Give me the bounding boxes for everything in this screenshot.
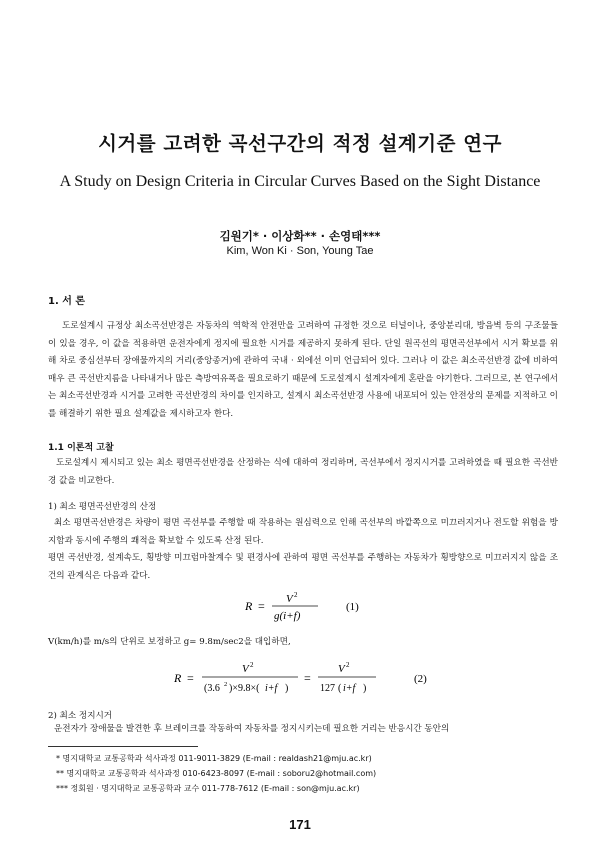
min-radius-paragraph: 최소 평면곡선반경은 차량이 평면 곡선부를 주행할 때 작용하는 원심력으로 인해 곡선부의 바깥쪽으로 미끄러지거나 전도할 위험을 방지함과 동시에 주행의 쾌적을 확보할 수 있도록 산정 된다. bbox=[48, 518, 558, 546]
svg-text:i+f: i+f bbox=[265, 683, 278, 694]
stopping-distance-paragraph: 운전자가 장애물을 발견한 후 브레이크를 작동하여 자동차를 정지시키는데 필요한 거리는 반응시간 동안의 bbox=[54, 724, 450, 734]
svg-text:=: = bbox=[187, 671, 194, 685]
theory-paragraph: 도로설계시 제시되고 있는 최소 평면곡선반경을 산정하는 식에 대하여 정리하며, 곡선부에서 정지시거를 고려하였을 때 필요한 곡선반경 값을 비교한다. bbox=[48, 458, 558, 486]
equation-2-number: (2) bbox=[414, 673, 427, 685]
section-heading-theory: 1.1 이론적 고찰 bbox=[48, 443, 114, 453]
subsection-heading-min-radius: 1) 최소 평면곡선반경의 산정 bbox=[48, 502, 157, 512]
svg-text:=: = bbox=[304, 671, 311, 685]
relation-paragraph: 평면 곡선반경, 설계속도, 횡방향 미끄럼마찰계수 및 편경사에 관하여 평면 곡선부를 주행하는 자동차가 횡방향으로 미끄러지지 않을 조건의 관계식은 다음과 같다. bbox=[48, 553, 558, 581]
equation-1-number: (1) bbox=[346, 601, 359, 613]
svg-text:)×9.8×(: )×9.8×( bbox=[229, 683, 260, 694]
equation-2 bbox=[170, 656, 460, 700]
svg-text:127: 127 bbox=[320, 683, 335, 694]
introduction-paragraph: 도로설계시 규정상 최소곡선반경은 자동차의 역학적 안전만을 고려하여 규정한 것으로 터널이나, 중앙분리대, 방음벽 등의 구조물들이 있을 경우, 이 값을 적용하면 운전자에게 정지에 필요한 시거를 제공하지 못하게 된다. 단일 원곡선의 평면곡선부에서 시거 확보를 위해 차로 중심선부터 장애물까지의 거리(중앙종거)에 관하여 국내 · 외에선 이미 언급되어 있다. 그러나 이 값은 최소곡선반경 값에 비하여 매우 큰 곡선반지름을 나타내거나 많은 측방여유폭을 필요로하기 때문에 도로설계시 설계자에게 혼란을 야기한다. 그러므로, 본 연구에서는 최소곡선반경과 시거를 고려한 곡선반경의 차이를 인지하고, 설계시 최소곡선반경 사용에 내포되어 있는 안전상의 문제를 지적하고 이를 해결하기 위한 필요 설계값을 제시하고자 한다. bbox=[48, 321, 558, 419]
svg-text:2: 2 bbox=[224, 681, 228, 688]
section-heading-introduction: 1. 서 론 bbox=[48, 296, 86, 307]
svg-text:2: 2 bbox=[294, 591, 298, 599]
svg-text:R: R bbox=[245, 599, 253, 613]
page-number: 171 bbox=[289, 817, 311, 832]
unit-conversion-paragraph: V(km/h)를 m/s의 단위로 보정하고 g= 9.8m/sec2을 대입하면, bbox=[48, 637, 291, 647]
svg-text:(: ( bbox=[338, 683, 342, 694]
footnote-2: ** 명지대학교 교통공학과 석사과정 010-6423-8097 (E-mail : soboru2@hotmail.com) bbox=[56, 769, 377, 778]
authors-korean: 김원기* · 이상화** · 손영태*** bbox=[219, 229, 381, 243]
svg-text:): ) bbox=[363, 683, 367, 694]
svg-text:=: = bbox=[258, 599, 265, 613]
svg-text:(3.6: (3.6 bbox=[204, 683, 220, 694]
svg-text:V: V bbox=[338, 663, 345, 675]
svg-text:i+f: i+f bbox=[343, 683, 356, 694]
svg-text:2: 2 bbox=[346, 661, 350, 669]
svg-text:): ) bbox=[285, 683, 289, 694]
svg-text:g(i+f): g(i+f) bbox=[274, 610, 301, 622]
footnote-1: * 명지대학교 교통공학과 석사과정 011-9011-3829 (E-mail : realdash21@mju.ac.kr) bbox=[56, 754, 372, 763]
subsection-heading-stopping-distance: 2) 최소 정지시거 bbox=[48, 711, 113, 721]
paper-title-korean: 시거를 고려한 곡선구간의 적정 설계기준 연구 bbox=[98, 132, 502, 155]
svg-text:V: V bbox=[242, 663, 249, 675]
paper-title-english: A Study on Design Criteria in Circular Curves Based on the Sight Distance bbox=[59, 173, 541, 190]
authors-english: Kim, Won Ki · Son, Young Tae bbox=[226, 245, 374, 257]
footnote-divider bbox=[48, 746, 198, 747]
equation-1 bbox=[200, 588, 400, 628]
svg-text:V: V bbox=[286, 593, 293, 605]
svg-text:R: R bbox=[174, 671, 182, 685]
svg-text:2: 2 bbox=[250, 661, 254, 669]
footnote-3: *** 정회원 · 명지대학교 교통공학과 교수 011-778-7612 (E-mail : son@mju.ac.kr) bbox=[56, 784, 360, 793]
